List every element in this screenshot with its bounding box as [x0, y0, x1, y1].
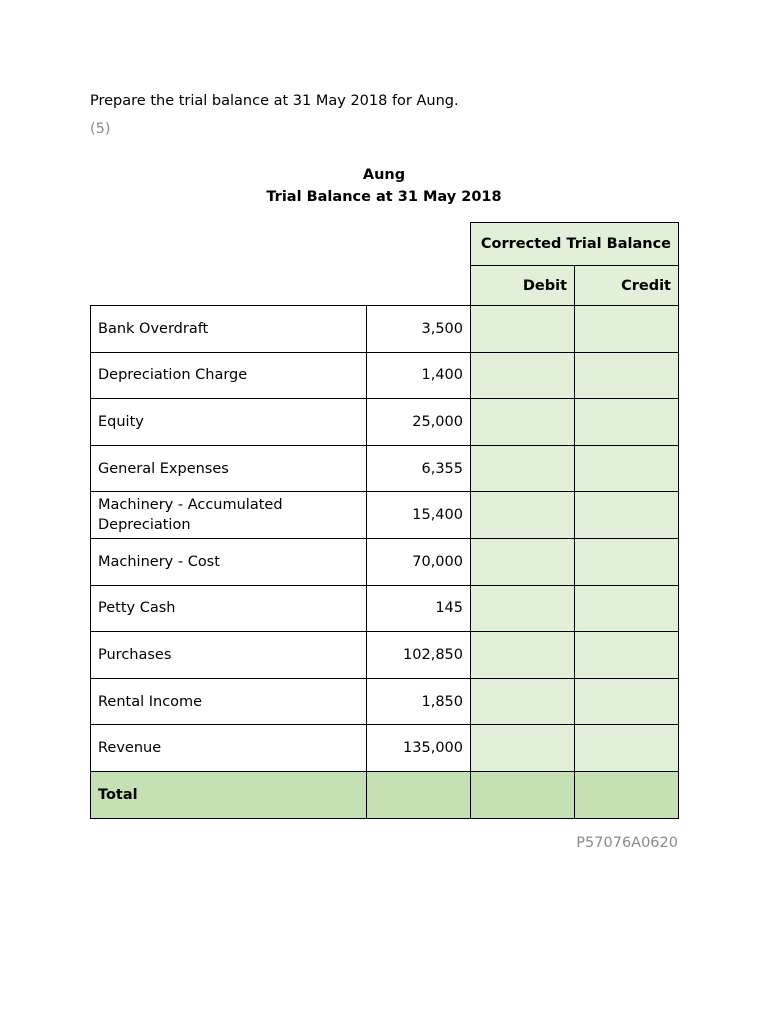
credit-entry-cell[interactable]	[575, 678, 679, 725]
statement-heading	[90, 164, 678, 208]
question-instruction: Prepare the trial balance at 31 May 2018 for Aung.	[90, 93, 459, 109]
credit-entry-cell[interactable]	[575, 445, 679, 492]
table-row	[91, 632, 679, 679]
debit-entry-cell[interactable]	[471, 678, 575, 725]
account-name: Equity	[91, 399, 367, 446]
debit-entry-cell[interactable]	[471, 725, 575, 772]
account-amount: 1,850	[367, 678, 471, 725]
credit-entry-cell[interactable]	[575, 306, 679, 353]
credit-entry-cell[interactable]	[575, 632, 679, 679]
header-row-sub	[91, 266, 679, 306]
table-row	[91, 585, 679, 632]
header-blank-cell	[367, 266, 471, 306]
account-name: Machinery - Accumulated Depreciation	[91, 492, 367, 539]
table-row	[91, 492, 679, 539]
statement-title: Trial Balance at 31 May 2018	[266, 189, 502, 205]
account-name: Machinery - Cost	[91, 538, 367, 585]
debit-entry-cell[interactable]	[471, 445, 575, 492]
credit-header: Credit	[575, 266, 679, 306]
header-blank-cell	[367, 223, 471, 266]
debit-entry-cell[interactable]	[471, 632, 575, 679]
total-credit-cell[interactable]	[575, 771, 679, 818]
entity-name: Aung	[362, 167, 406, 183]
debit-header: Debit	[471, 266, 575, 306]
table-row	[91, 678, 679, 725]
account-name: General Expenses	[91, 445, 367, 492]
total-debit-cell[interactable]	[471, 771, 575, 818]
account-amount: 6,355	[367, 445, 471, 492]
table-row	[91, 538, 679, 585]
account-name: Revenue	[91, 725, 367, 772]
trial-balance-table	[90, 222, 679, 819]
account-amount: 15,400	[367, 492, 471, 539]
account-name: Bank Overdraft	[91, 306, 367, 353]
credit-entry-cell[interactable]	[575, 725, 679, 772]
header-blank-cell	[91, 266, 367, 306]
account-name: Depreciation Charge	[91, 352, 367, 399]
account-name: Rental Income	[91, 678, 367, 725]
debit-entry-cell[interactable]	[471, 492, 575, 539]
debit-entry-cell[interactable]	[471, 538, 575, 585]
credit-entry-cell[interactable]	[575, 492, 679, 539]
account-amount: 25,000	[367, 399, 471, 446]
table-row	[91, 725, 679, 772]
marks-allocation: (5)	[90, 121, 111, 137]
credit-entry-cell[interactable]	[575, 352, 679, 399]
account-amount: 70,000	[367, 538, 471, 585]
total-label: Total	[91, 771, 367, 818]
header-row-top	[91, 223, 679, 266]
account-name: Petty Cash	[91, 585, 367, 632]
credit-entry-cell[interactable]	[575, 585, 679, 632]
debit-entry-cell[interactable]	[471, 352, 575, 399]
header-blank-cell	[91, 223, 367, 266]
account-amount: 102,850	[367, 632, 471, 679]
table-row	[91, 306, 679, 353]
credit-entry-cell[interactable]	[575, 538, 679, 585]
debit-entry-cell[interactable]	[471, 399, 575, 446]
account-amount: 1,400	[367, 352, 471, 399]
paper-code: P57076A0620	[576, 835, 678, 851]
account-amount: 145	[367, 585, 471, 632]
account-amount: 3,500	[367, 306, 471, 353]
table-row	[91, 399, 679, 446]
table-row	[91, 445, 679, 492]
account-name: Purchases	[91, 632, 367, 679]
total-amount-cell[interactable]	[367, 771, 471, 818]
debit-entry-cell[interactable]	[471, 306, 575, 353]
total-row	[91, 771, 679, 818]
debit-entry-cell[interactable]	[471, 585, 575, 632]
corrected-trial-balance-header: Corrected Trial Balance	[471, 223, 679, 266]
account-amount: 135,000	[367, 725, 471, 772]
credit-entry-cell[interactable]	[575, 399, 679, 446]
table-row	[91, 352, 679, 399]
